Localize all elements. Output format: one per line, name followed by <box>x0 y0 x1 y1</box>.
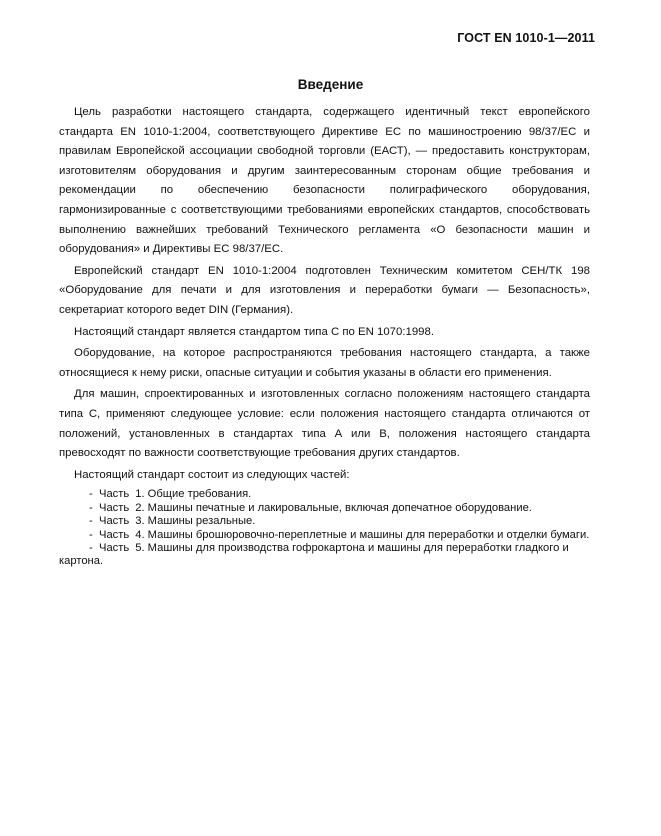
part-label: Часть <box>99 515 130 528</box>
document-id: ГОСТ EN 1010-1—2011 <box>457 31 595 45</box>
list-item <box>59 502 590 515</box>
paragraph: Настоящий стандарт состоит из следующих частей: <box>74 468 350 481</box>
paragraph: Оборудование, на которое распространяются требования настоящего стандарта, а также относящиеся к нему риски, опасные ситуации и события указаны в области его применения. <box>59 347 590 379</box>
list-dash: - <box>89 541 93 554</box>
part-text: 4. Машины брошюровочно-переплетные и машины для переработки и отделки бумаги. <box>135 528 590 541</box>
list-item <box>59 542 590 569</box>
paragraph: Настоящий стандарт является стандартом типа С по EN 1070:1998. <box>74 325 435 338</box>
part-label: Часть <box>99 528 130 541</box>
part-label: Часть <box>99 501 130 514</box>
list-dash: - <box>89 515 93 528</box>
list-dash: - <box>89 488 93 501</box>
paragraph: Европейский стандарт EN 1010-1:2004 подготовлен Техническим комитетом СЕН/ТК 198 «Оборудование для печати и для изготовления и переработки бумаги — Безопасность», секретариат которого ведет DIN (Германия). <box>59 264 590 316</box>
parts-list <box>59 488 590 568</box>
part-text: 5. Машины для производства гофрокартона и машины для переработки гладкого и картона. <box>59 541 569 568</box>
list-dash: - <box>89 501 93 514</box>
introduction-body <box>59 103 590 569</box>
part-text: 2. Машины печатные и лакировальные, включая допечатное оборудование. <box>135 501 532 514</box>
part-text: 1. Общие требования. <box>135 488 252 501</box>
part-text: 3. Машины резальные. <box>135 515 256 528</box>
paragraph: Цель разработки настоящего стандарта, содержащего идентичный текст европейского стандарта EN 1010-1:2004, соответствующего Директиве ЕС по машиностроению 98/37/ЕС и правилам Европейской ассоциации свободной торговли (ЕАСТ), — предоставить конструкторам, изготовителям оборудования и другим заинтересованным сторонам общие требования и рекомендации по обеспечению безопасности полиграфического оборудования, гармонизированные с соответствующими требованиями европейских стандартов, способствовать выполнению важнейших требований Технического регламента «О безопасности машин и оборудования» и Директивы ЕС 98/37/ЕС. <box>59 106 590 256</box>
section-title: Введение <box>297 77 364 92</box>
part-label: Часть <box>99 541 130 554</box>
paragraph: Для машин, спроектированных и изготовленных согласно положениям настоящего стандарта типа С, применяют следующее условие: если положения настоящего стандарта отличаются от положений, установленных в стандартах типа А или В, положения настоящего стандарта превосходят по важности соответствующие требования других стандартов. <box>59 388 590 460</box>
list-dash: - <box>89 528 93 541</box>
part-label: Часть <box>99 488 130 501</box>
list-item <box>59 529 590 542</box>
list-item <box>59 515 590 528</box>
list-item <box>59 488 590 501</box>
